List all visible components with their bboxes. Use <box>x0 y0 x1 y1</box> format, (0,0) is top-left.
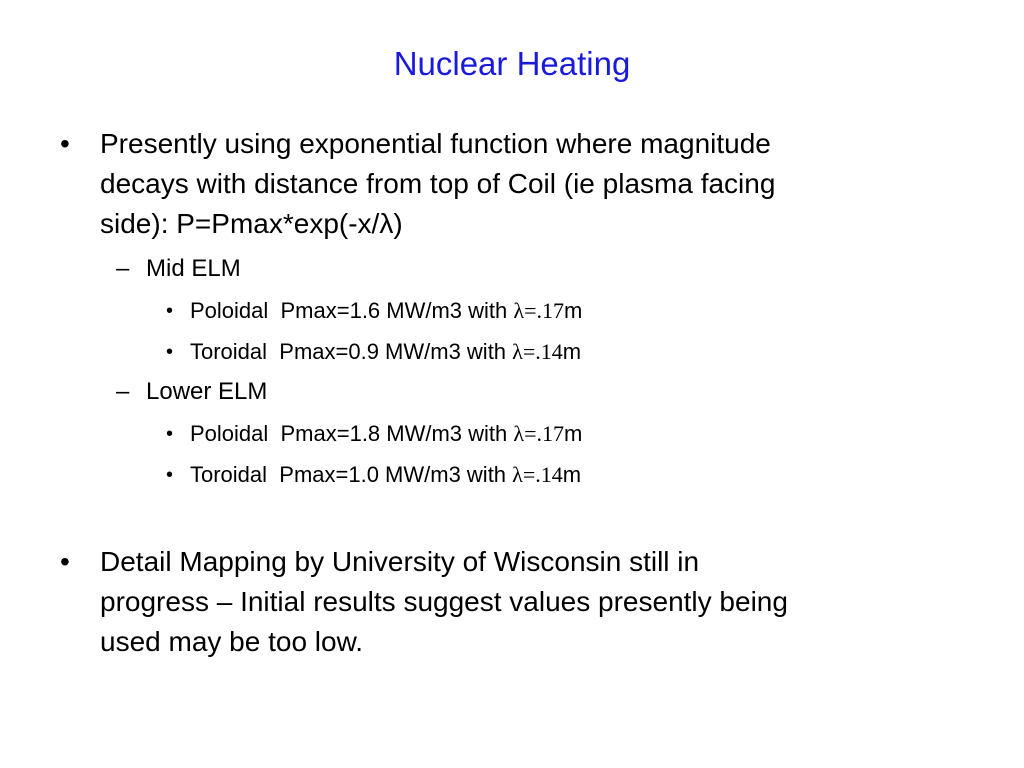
detail-prefix: Poloidal Pmax=1.8 MW/m3 with <box>190 421 514 446</box>
lambda-value: λ=.14 <box>512 339 563 364</box>
lambda-value: λ=.17 <box>513 298 564 323</box>
bullet-item <box>60 124 960 244</box>
lambda-value: λ=.17 <box>513 421 564 446</box>
detail-prefix: Toroidal Pmax=1.0 MW/m3 with <box>190 462 513 487</box>
subbullet-label: Mid ELM <box>146 255 241 282</box>
dash-marker: – <box>116 378 130 405</box>
detail-item <box>166 460 581 490</box>
bullet-marker: • <box>60 546 70 577</box>
lambda-value: λ=.14 <box>512 462 563 487</box>
dot-marker: • <box>166 300 174 322</box>
subbullet-label: Lower ELM <box>146 378 268 405</box>
dot-marker: • <box>166 464 174 486</box>
detail-prefix: Toroidal Pmax=0.9 MW/m3 with <box>190 339 513 364</box>
bullet-item <box>60 542 960 662</box>
dot-marker: • <box>166 423 174 445</box>
dash-marker: – <box>116 255 130 282</box>
unit: m <box>562 339 582 364</box>
unit: m <box>563 298 583 323</box>
bullet-marker: • <box>60 128 70 159</box>
detail-prefix: Poloidal Pmax=1.6 MW/m3 with <box>190 298 514 323</box>
subbullet-mid-elm <box>116 253 241 285</box>
subbullet-lower-elm <box>116 376 267 408</box>
bullet-text: Detail Mapping by University of Wisconsin still in progress – Initial results suggest values presently being used may be too low. <box>100 546 788 657</box>
detail-item <box>166 419 582 449</box>
detail-item <box>166 337 581 367</box>
dot-marker: • <box>166 341 174 363</box>
detail-item <box>166 296 582 326</box>
slide-title: Nuclear Heating <box>393 45 631 82</box>
unit: m <box>563 421 583 446</box>
unit: m <box>562 462 582 487</box>
bullet-text: Presently using exponential function where magnitude decays with distance from top of Coil (ie plasma facing side): P=Pmax*exp(-x/λ) <box>100 128 776 239</box>
